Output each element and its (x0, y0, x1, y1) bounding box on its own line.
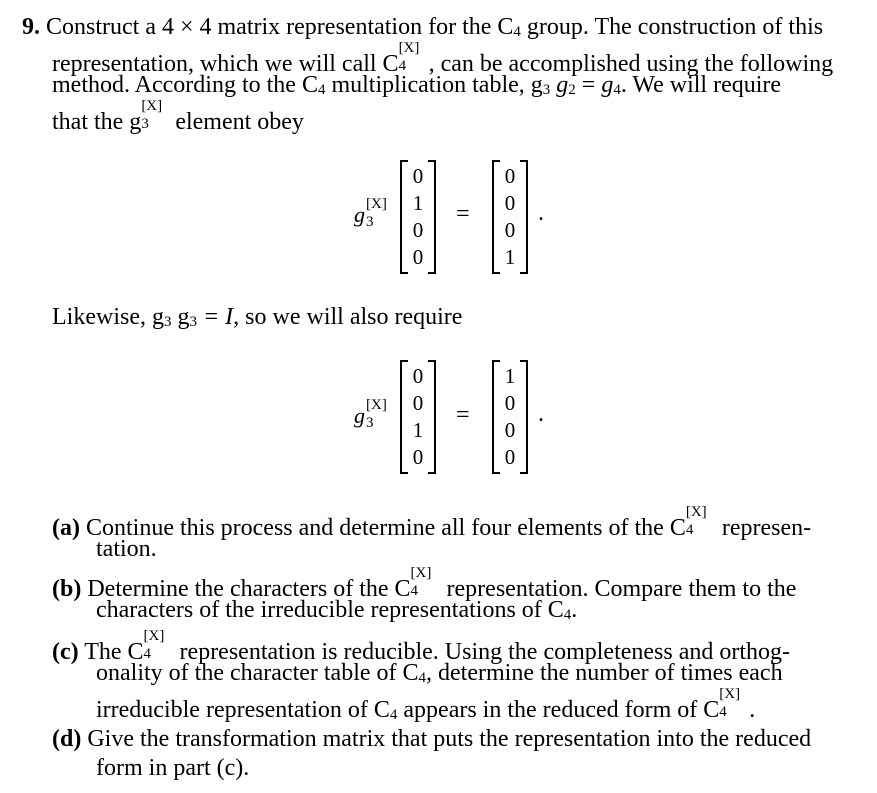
intro-text-3-end: . We will require (620, 72, 782, 98)
part-d-line-1 (52, 724, 811, 754)
part-c-text-3-mid: appears in the reduced form of C (397, 697, 720, 723)
eq1-right-vector (492, 160, 528, 274)
eq2-left-cell: 0 (412, 445, 424, 469)
part-b-text-end: representation. Compare them to the (440, 576, 797, 602)
intro-line-1 (22, 12, 823, 42)
intro-line-3: method. According to the $C_4$ multiplication table, $g_3$ $g_2 = g_4$. We will require (52, 72, 782, 98)
part-c-label: (c) (52, 639, 79, 665)
g-symbol-2: g (601, 72, 614, 98)
eq2-right-cell: 0 (504, 391, 516, 415)
eq1-label: g [X] 3 (354, 196, 387, 230)
part-b-line-2 (96, 595, 577, 625)
intro-text-2: representation, which we will call C (52, 51, 399, 77)
eq1-left-vector (400, 160, 436, 274)
intro-text-4: that the g (52, 109, 142, 135)
eq1-left-cell: 0 (412, 218, 424, 242)
c4x-symbol: [X] 4 (685, 504, 707, 538)
eq2-left-vector (400, 360, 436, 474)
eq2-right-cell: 1 (504, 364, 516, 388)
part-a-text: Continue this process and determine all four elements of the C (85, 515, 686, 541)
likewise-line (52, 302, 462, 332)
eq1-left-cell: 0 (412, 164, 424, 188)
eq1-right-cell: 0 (504, 218, 516, 242)
part-d-line-2: form in part (c). (96, 755, 250, 781)
g3x-symbol: [X] 3 (141, 98, 163, 132)
eq1-left-cell: 0 (412, 245, 424, 269)
g3-subscript-2: 3 (163, 314, 172, 330)
c4-subscript-c2: 4 (389, 707, 398, 723)
c4x-symbol: [X] 4 (143, 628, 165, 662)
part-b-text: Determine the characters of the C (87, 576, 411, 602)
eq1-period: . (538, 200, 544, 226)
identity-eq: = I (196, 304, 234, 330)
part-a-line-1 (52, 505, 811, 543)
intro-text-2-end: , can be accomplished using the following (428, 51, 834, 77)
problem-number: 9. (22, 14, 40, 40)
c4x-symbol: [X] 4 (719, 686, 741, 720)
eq2-right-vector (492, 360, 528, 474)
eq2-left-cell: 0 (412, 364, 424, 388)
part-b-label: (b) (52, 576, 82, 602)
g4-subscript: 4 (613, 82, 621, 98)
part-c-text-3-end: . (749, 697, 756, 723)
c4-subscript: 4 (513, 24, 521, 40)
eq1-right-cell: 0 (504, 164, 516, 188)
likewise-text: Likewise, g (52, 304, 164, 330)
eq1-equals: = (456, 201, 470, 227)
g2-subscript: 2 (568, 82, 576, 98)
eq2-right-cell: 0 (504, 445, 516, 469)
intro-text-3: method. According to the C (52, 72, 318, 98)
c4-subscript-c: 4 (418, 670, 427, 686)
part-d-label: (d) (52, 726, 82, 752)
part-a-line-2: tation. (96, 536, 157, 562)
part-c-text-2: onality of the character table of C (96, 660, 419, 686)
g3-subscript-3: 3 (189, 314, 197, 330)
eq2-right-cell: 0 (504, 418, 516, 442)
intro-line-4 (52, 99, 304, 137)
likewise-end: , so we will also require (233, 304, 463, 330)
intro-text-4-end: element obey (169, 109, 304, 135)
c4-subscript-2: 4 (317, 82, 326, 98)
eq1-left-cell: 1 (412, 191, 424, 215)
g3-subscript: 3 (542, 82, 551, 98)
part-c-line-3 (96, 687, 755, 725)
part-c-text: The C (84, 639, 144, 665)
part-c-line-2 (96, 658, 783, 688)
c4-subscript-b: 4 (563, 607, 572, 623)
eq1-right-cell: 1 (504, 245, 516, 269)
part-c-text-end: representation is reducible. Using the completeness and orthog- (173, 639, 791, 665)
g-symbol: g (556, 72, 569, 98)
part-b-text-2: characters of the irreducible representations of C (96, 597, 564, 623)
eq2-left-cell: 1 (412, 418, 424, 442)
intro-text-1: Construct a 4 × 4 matrix representation for the C (46, 14, 514, 40)
part-d-text: Give the transformation matrix that puts the representation into the reduced (87, 726, 812, 752)
intro-text-3-mid: multiplication table, g (325, 72, 543, 98)
eq2-left-cell: 0 (412, 391, 424, 415)
eq2-label: g [X] 3 (354, 397, 387, 431)
part-a-label: (a) (52, 515, 80, 541)
intro-text-1-end: group. The construction of this (520, 14, 824, 40)
c4x-symbol: [X] 4 (410, 565, 432, 599)
c4x-symbol: [X] 4 (398, 40, 420, 74)
likewise-mid: g (171, 304, 190, 330)
part-c-text-2-end: , determine the number of times each (426, 660, 783, 686)
part-c-text-3: irreducible representation of C (96, 697, 390, 723)
eq2-equals: = (456, 402, 470, 428)
eq2-period: . (538, 401, 544, 427)
part-b-text-2-end: . (571, 597, 578, 623)
part-a-text-end: represen- (715, 515, 812, 541)
eq1-right-cell: 0 (504, 191, 516, 215)
